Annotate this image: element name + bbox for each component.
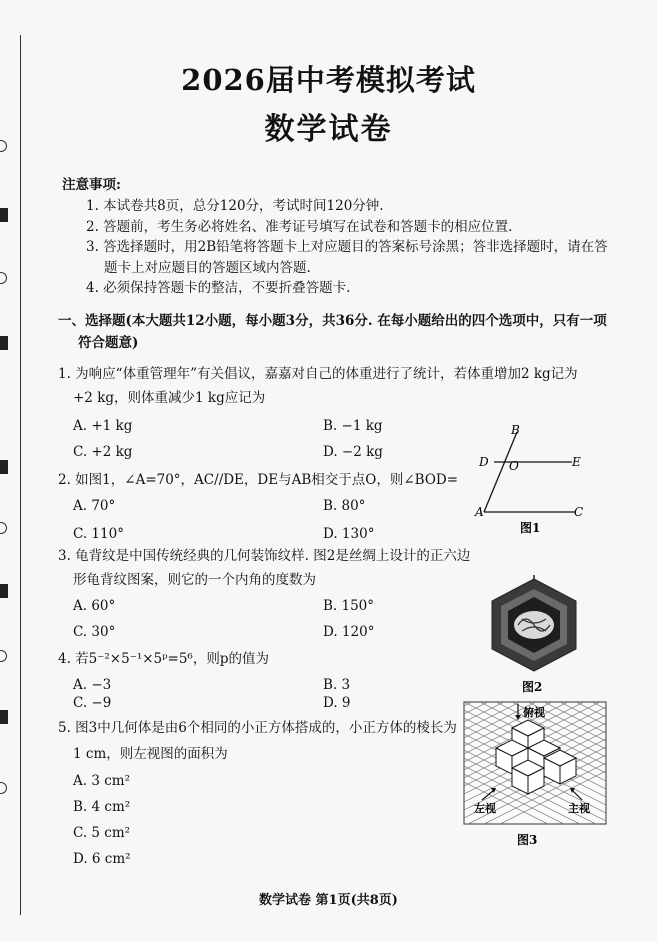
section-heading-cont: 符合题意) <box>78 335 139 351</box>
q5-option-a: A. 3 cm² <box>73 773 130 789</box>
q5-option-d: D. 6 cm² <box>73 851 131 867</box>
q2-option-a: A. 70° <box>73 498 116 514</box>
q1-option-d: D. −2 kg <box>323 444 383 460</box>
question-4-stem: 4. 若5⁻²×5⁻¹×5ᵖ=5⁶，则p的值为 <box>58 651 269 667</box>
binding-hole <box>0 522 7 534</box>
top-view-label: 俯视 <box>523 706 545 719</box>
point-label-e: E <box>572 455 581 469</box>
binding-mark <box>0 584 8 598</box>
binding-hole <box>0 782 7 794</box>
point-label-d: D <box>479 455 489 469</box>
q1-option-b: B. −1 kg <box>323 418 383 434</box>
exam-title: 2026届中考模拟考试 <box>181 63 476 97</box>
point-label-c: C <box>574 505 584 519</box>
point-label-b: B <box>511 423 520 437</box>
notice-item: 4. 必须保持答题卡的整洁，不要折叠答题卡. <box>86 280 351 296</box>
notice-item: 2. 答题前，考生务必将姓名、准考证号填写在试卷和答题卡的相应位置. <box>86 219 513 235</box>
point-label-a: A <box>475 505 484 519</box>
left-view-label: 左视 <box>474 802 496 815</box>
question-3-stem-cont: 形龟背纹图案，则它的一个内角的度数为 <box>73 572 316 588</box>
binding-mark <box>0 336 8 350</box>
q3-option-c: C. 30° <box>73 624 116 640</box>
figure-3-caption: 图3 <box>517 833 538 847</box>
figure-1 <box>472 420 592 540</box>
q1-option-a: A. +1 kg <box>73 418 133 434</box>
q5-option-b: B. 4 cm² <box>73 799 131 815</box>
q3-option-b: B. 150° <box>323 598 375 614</box>
page-footer: 数学试卷 第1页(共8页) <box>259 893 398 908</box>
question-1-stem-cont: +2 kg，则体重减少1 kg应记为 <box>73 390 266 406</box>
q4-option-b: B. 3 <box>323 677 351 693</box>
exam-subtitle: 数学试卷 <box>264 112 393 147</box>
notice-heading: 注意事项: <box>62 177 121 193</box>
binding-mark <box>0 208 8 222</box>
q4-option-d: D. 9 <box>323 695 351 711</box>
binding-line <box>20 35 21 915</box>
figure-1-caption: 图1 <box>520 521 541 535</box>
figure-2-caption: 图2 <box>522 680 543 694</box>
q1-option-c: C. +2 kg <box>73 444 133 460</box>
binding-hole <box>0 650 7 662</box>
notice-item: 3. 答选择题时，用2B铅笔将答题卡上对应题目的答案标号涂黑；答非选择题时，请在答 <box>86 239 608 255</box>
q5-option-c: C. 5 cm² <box>73 825 131 841</box>
binding-hole <box>0 272 7 284</box>
question-5-stem-cont: 1 cm，则左视图的面积为 <box>73 746 228 762</box>
q2-option-c: C. 110° <box>73 526 124 542</box>
binding-mark <box>0 460 8 474</box>
question-1-stem: 1. 为响应“体重管理年”有关倡议，嘉嘉对自己的体重进行了统计，若体重增加2 kg记为 <box>58 366 578 382</box>
figure-2 <box>484 575 584 697</box>
binding-mark <box>0 710 8 724</box>
notice-item: 题卡上对应题目的答题区域内答题. <box>104 260 311 276</box>
front-view-label: 主视 <box>568 802 590 815</box>
question-2-stem: 2. 如图1，∠A=70°，AC//DE，DE与AB相交于点O，则∠BOD= <box>58 472 459 488</box>
section-heading: 一、选择题(本大题共12小题，每小题3分，共36分. 在每小题给出的四个选项中，只有一项 <box>58 313 607 329</box>
notice-item: 1. 本试卷共8页，总分120分，考试时间120分钟. <box>86 198 384 214</box>
q3-option-d: D. 120° <box>323 624 375 640</box>
q3-option-a: A. 60° <box>73 598 116 614</box>
q4-option-c: C. −9 <box>73 695 112 711</box>
q2-option-d: D. 130° <box>323 526 375 542</box>
figure-3 <box>460 700 610 850</box>
point-label-o: O <box>509 459 519 473</box>
q4-option-a: A. −3 <box>73 677 112 693</box>
question-3-stem: 3. 龟背纹是中国传统经典的几何装饰纹样. 图2是丝绸上设计的正六边 <box>58 548 471 564</box>
q2-option-b: B. 80° <box>323 498 366 514</box>
question-5-stem: 5. 图3中几何体是由6个相同的小正方体搭成的，小正方体的棱长为 <box>58 720 457 736</box>
